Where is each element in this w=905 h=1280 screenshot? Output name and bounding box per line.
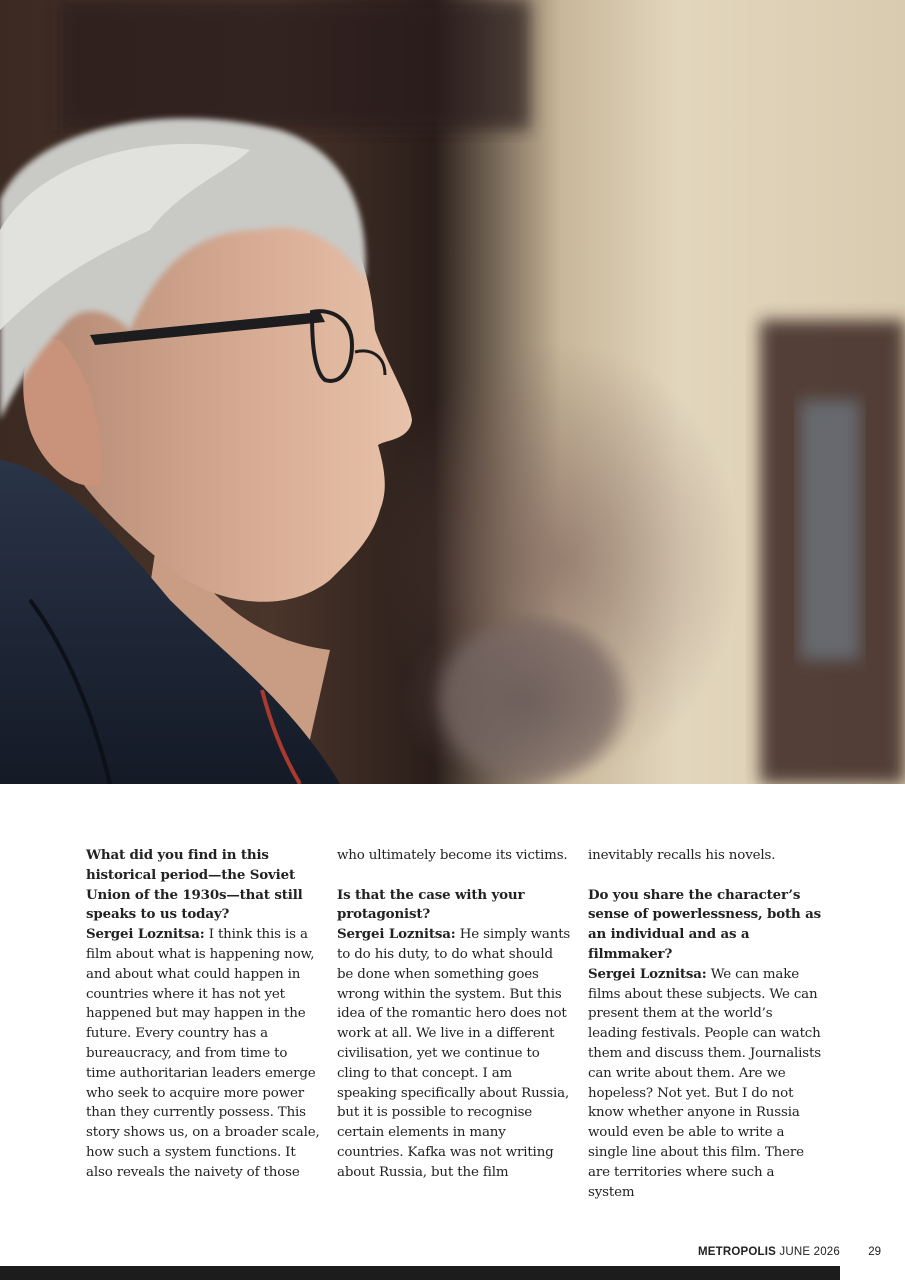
issue-date: JUNE 2026 (775, 1246, 840, 1258)
answer-1-continued: who ultimately become its victims. (337, 848, 568, 863)
question-2: Is that the case with your protagonist? (337, 886, 525, 923)
interview-text (86, 846, 826, 1200)
column-2 (337, 846, 572, 1183)
answer-3: We can make films about these subjects. We can present them at the world’s leading festivals. People can watch them and discuss them. Journalists can write about them. Are we hopeless? Not yet. But I do not know whether anyone in Russia would even be able to write a single line about this film. There are territories where such a system (588, 966, 821, 1200)
column-3 (588, 846, 823, 1202)
magazine-footer (698, 1246, 840, 1258)
answer-2: He simply wants to do his duty, to do what should be done when something goes wrong within the system. But this idea of the romantic hero does not work at all. We live in a different civilisation, yet we continue to cling to that concept. I am speaking specifically about Russia, but it is possible to recognise certain elements in many countries. Kafka was not writing about Russia, but the film (337, 927, 571, 1180)
question-3: Do you share the character’s sense of powerlessness, both as an individual and as a filmmaker? (588, 886, 822, 962)
speaker-label: Sergei Loznitsa: (588, 965, 707, 982)
speaker-label: Sergei Loznitsa: (86, 926, 205, 943)
column-1 (86, 846, 321, 1183)
answer-1: I think this is a film about what is happening now, and about what could happen in countries where it has not yet happened but may happen in the future. Every country has a bureaucracy, and from time to time authoritarian leaders emerge who seek to acquire more power than they currently possess. This story shows us, on a broader scale, how such a system functions. It also reveals the naivety of those (86, 927, 320, 1180)
bottom-bar (0, 1266, 840, 1280)
speaker-label: Sergei Loznitsa: (337, 926, 456, 943)
question-1: What did you find in this historical period—the Soviet Union of the 1930s—that still speaks to us today? (86, 847, 303, 923)
magazine-brand: METROPOLIS (697, 1246, 776, 1258)
answer-2-continued: inevitably recalls his novels. (588, 848, 776, 863)
page-number: 29 (868, 1246, 881, 1258)
